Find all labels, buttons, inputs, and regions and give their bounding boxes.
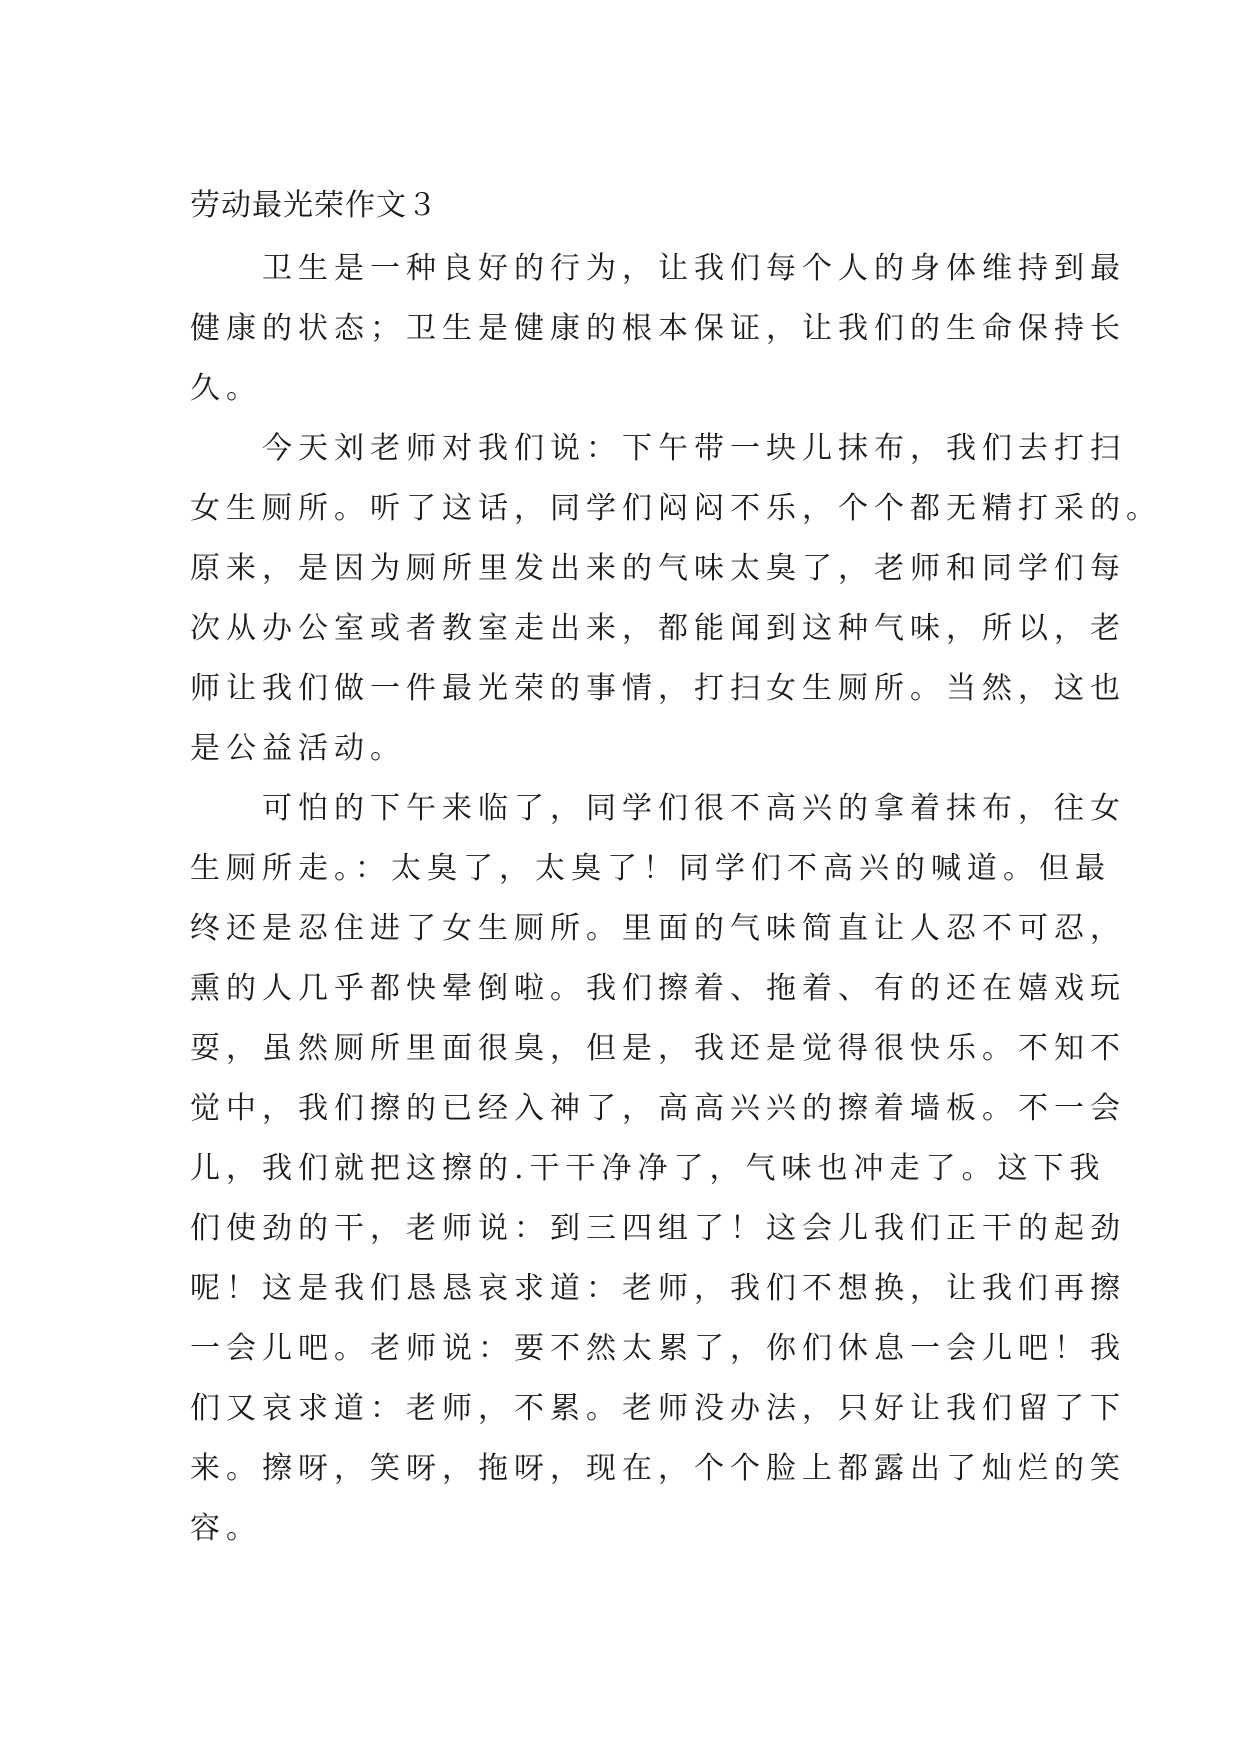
text-line: 容。 [190, 1511, 262, 1546]
text-line: 觉中，我们擦的已经入神了，高高兴兴的擦着墙板。不一会 [190, 1091, 1126, 1126]
text-line: 们使劲的干，老师说：到三四组了！这会儿我们正干的起劲 [190, 1211, 1126, 1246]
paragraph-1 [190, 239, 1126, 419]
text-line: 一会儿吧。老师说：要不然太累了，你们休息一会儿吧！我 [190, 1331, 1126, 1366]
document-body [190, 182, 1162, 1559]
text-line: 耍，虽然厕所里面很臭，但是，我还是觉得很快乐。不知不 [190, 1031, 1126, 1066]
text-line: 熏的人几乎都快晕倒啦。我们擦着、拖着、有的还在嬉戏玩 [190, 971, 1126, 1006]
text-line: 儿，我们就把这擦的.干干净净了，气味也冲走了。这下我 [190, 1151, 1106, 1186]
text-line: 可怕的下午来临了，同学们很不高兴的拿着抹布，往女 [262, 791, 1126, 826]
text-line: 师让我们做一件最光荣的事情，打扫女生厕所。当然，这也 [190, 671, 1126, 706]
essay-title: 劳动最光荣作文３ [190, 188, 438, 223]
text-line: 健康的状态；卫生是健康的根本保证，让我们的生命保持长 [190, 311, 1126, 346]
text-line: 原来，是因为厕所里发出来的气味太臭了，老师和同学们每 [190, 551, 1126, 586]
text-line: 生厕所走。：太臭了，太臭了！同学们不高兴的喊道。但最 [190, 851, 1111, 886]
text-line: 女生厕所。听了这话，同学们闷闷不乐，个个都无精打采的。 [190, 491, 1162, 526]
text-line: 终还是忍住进了女生厕所。里面的气味简直让人忍不可忍， [190, 911, 1126, 946]
text-line: 来。擦呀，笑呀，拖呀，现在，个个脸上都露出了灿烂的笑 [190, 1451, 1126, 1486]
paragraph-2 [190, 419, 1162, 779]
text-line: 次从办公室或者教室走出来，都能闻到这种气味，所以，老 [190, 611, 1126, 646]
text-line: 是公益活动。 [190, 731, 406, 766]
text-line: 呢！这是我们恳恳哀求道：老师，我们不想换，让我们再擦 [190, 1271, 1126, 1306]
text-line: 久。 [190, 371, 262, 406]
text-line: 今天刘老师对我们说：下午带一块儿抹布，我们去打扫 [262, 431, 1126, 466]
paragraph-3 [190, 779, 1126, 1559]
text-line: 们又哀求道：老师，不累。老师没办法，只好让我们留了下 [190, 1391, 1126, 1426]
text-line: 卫生是一种良好的行为，让我们每个人的身体维持到最 [262, 251, 1126, 286]
